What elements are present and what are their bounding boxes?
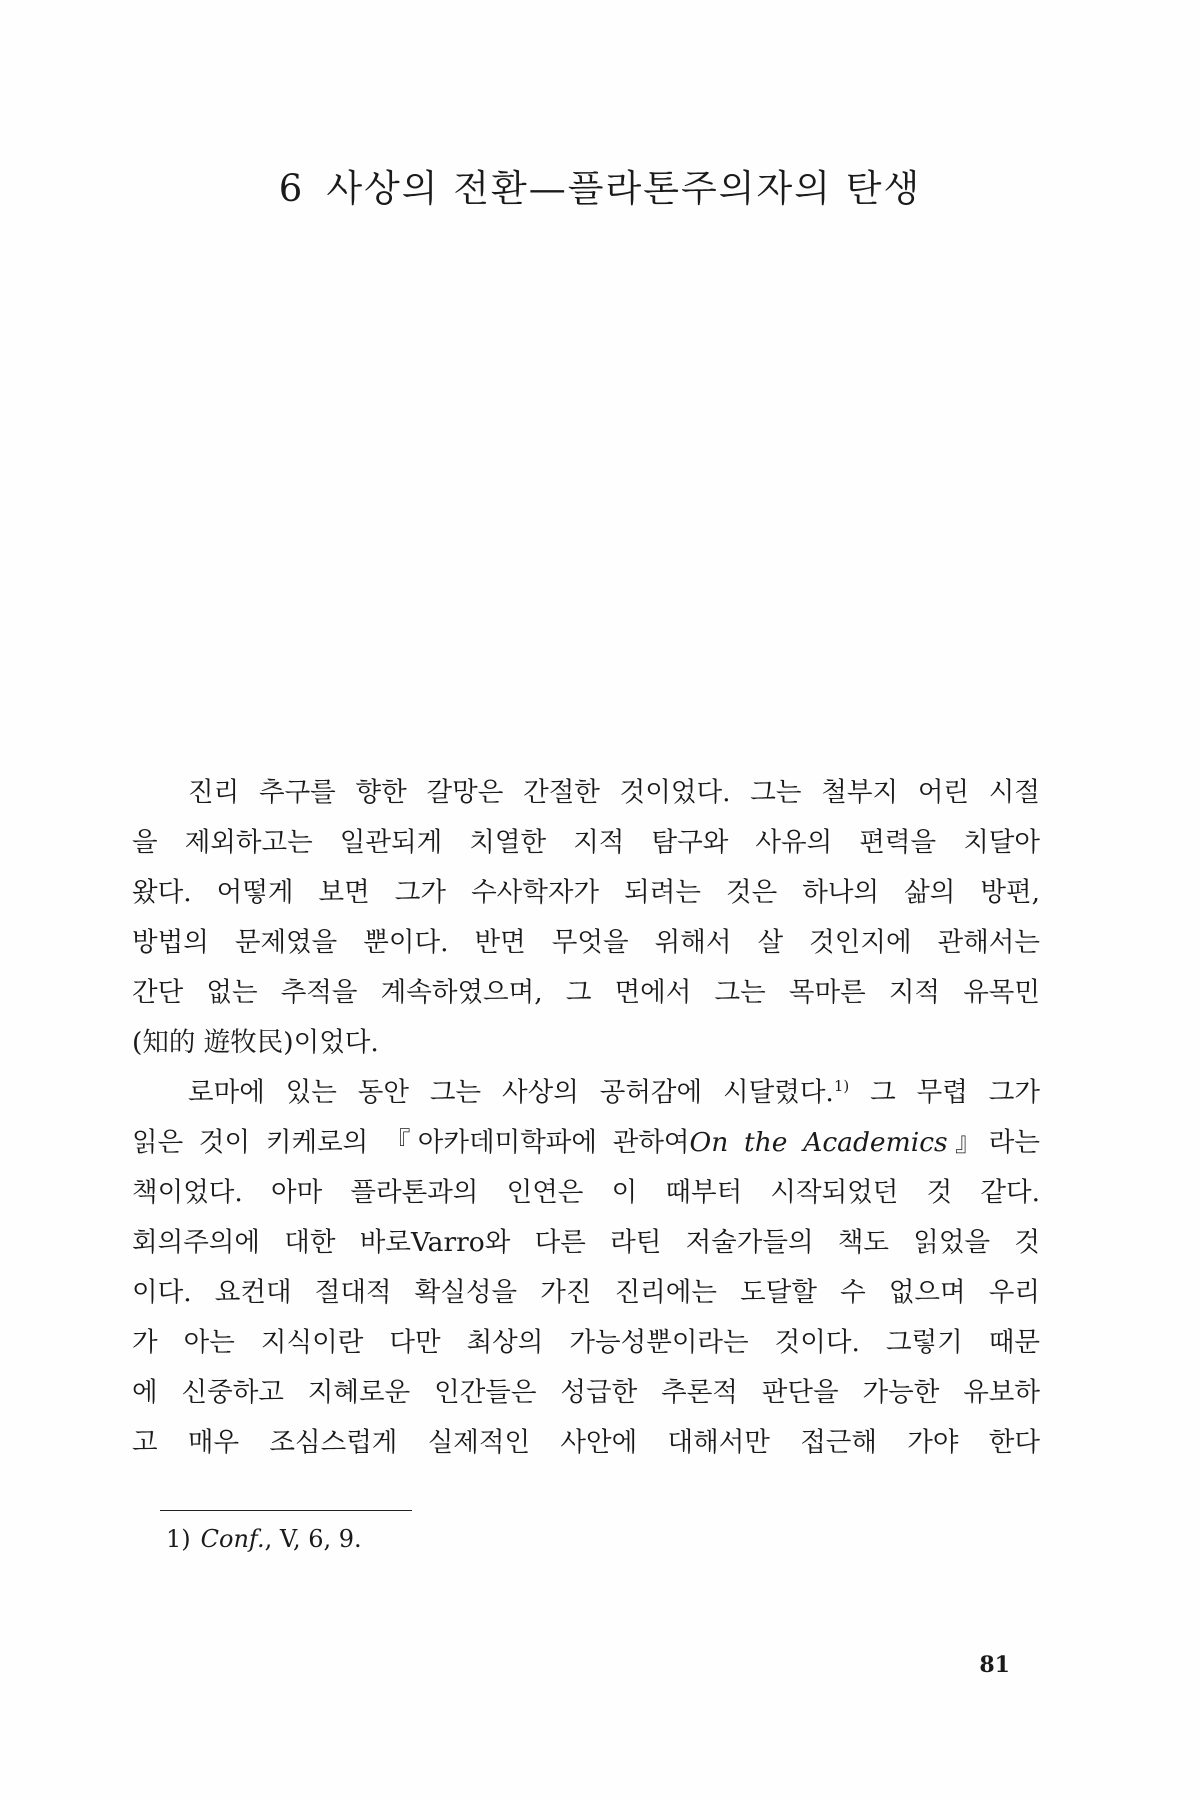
footnote xyxy=(166,1525,362,1553)
chapter-title-text: 사상의 전환—플라톤주의자의 탄생 xyxy=(326,167,922,210)
text-line: 이다. 요컨대 절대적 확실성을 가진 진리에는 도달할 수 없으며 우리 xyxy=(132,1277,1040,1308)
body-text xyxy=(132,768,1040,1468)
text-segment: 로마에 있는 동안 그는 사상의 공허감에 시달렸다. xyxy=(188,1077,834,1108)
paragraph-1 xyxy=(132,768,1040,1068)
page-number: 81 xyxy=(979,1652,1010,1678)
text-segment: 』라는 xyxy=(947,1127,1040,1158)
text-line: (知的 遊牧民)이었다. xyxy=(132,1027,379,1058)
text-line: 회의주의에 대한 바로Varro와 다른 라틴 저술가들의 책도 읽었을 것 xyxy=(132,1227,1040,1258)
text-line xyxy=(160,1068,1040,1118)
book-title-italic: On the Academics xyxy=(689,1127,948,1158)
text-line: 책이었다. 아마 플라톤과의 인연은 이 때부터 시작되었던 것 같다. xyxy=(132,1177,1040,1208)
footnote-source-italic: Conf. xyxy=(200,1525,265,1553)
text-line: 에 신중하고 지혜로운 인간들은 성급한 추론적 판단을 가능한 유보하 xyxy=(132,1377,1040,1408)
text-line: 방법의 문제였을 뿐이다. 반면 무엇을 위해서 살 것인지에 관해서는 xyxy=(132,927,1040,958)
text-line: 왔다. 어떻게 보면 그가 수사학자가 되려는 것은 하나의 삶의 방편, xyxy=(132,877,1040,908)
text-segment: 읽은 것이 키케로의 『아카데미학파에 관하여 xyxy=(132,1127,690,1158)
text-line: 진리 추구를 향한 갈망은 간절한 것이었다. 그는 철부지 어린 시절 xyxy=(188,777,1040,808)
text-line xyxy=(132,1118,1040,1168)
chapter-title xyxy=(0,158,1200,212)
paragraph-2 xyxy=(132,1068,1040,1468)
footnote-text: , V, 6, 9. xyxy=(264,1525,362,1553)
footnote-reference[interactable]: 1) xyxy=(833,1077,850,1096)
footnote-number: 1) xyxy=(166,1525,191,1553)
text-segment: 그 무렵 그가 xyxy=(849,1077,1040,1108)
chapter-number: 6 xyxy=(278,167,305,210)
footnote-divider xyxy=(160,1510,412,1511)
text-line: 고 매우 조심스럽게 실제적인 사안에 대해서만 접근해 가야 한다 xyxy=(132,1427,1040,1458)
text-line: 간단 없는 추적을 계속하였으며, 그 면에서 그는 목마른 지적 유목민 xyxy=(132,977,1040,1008)
text-line: 을 제외하고는 일관되게 치열한 지적 탐구와 사유의 편력을 치달아 xyxy=(132,827,1040,858)
text-line: 가 아는 지식이란 다만 최상의 가능성뿐이라는 것이다. 그렇기 때문 xyxy=(132,1327,1040,1358)
